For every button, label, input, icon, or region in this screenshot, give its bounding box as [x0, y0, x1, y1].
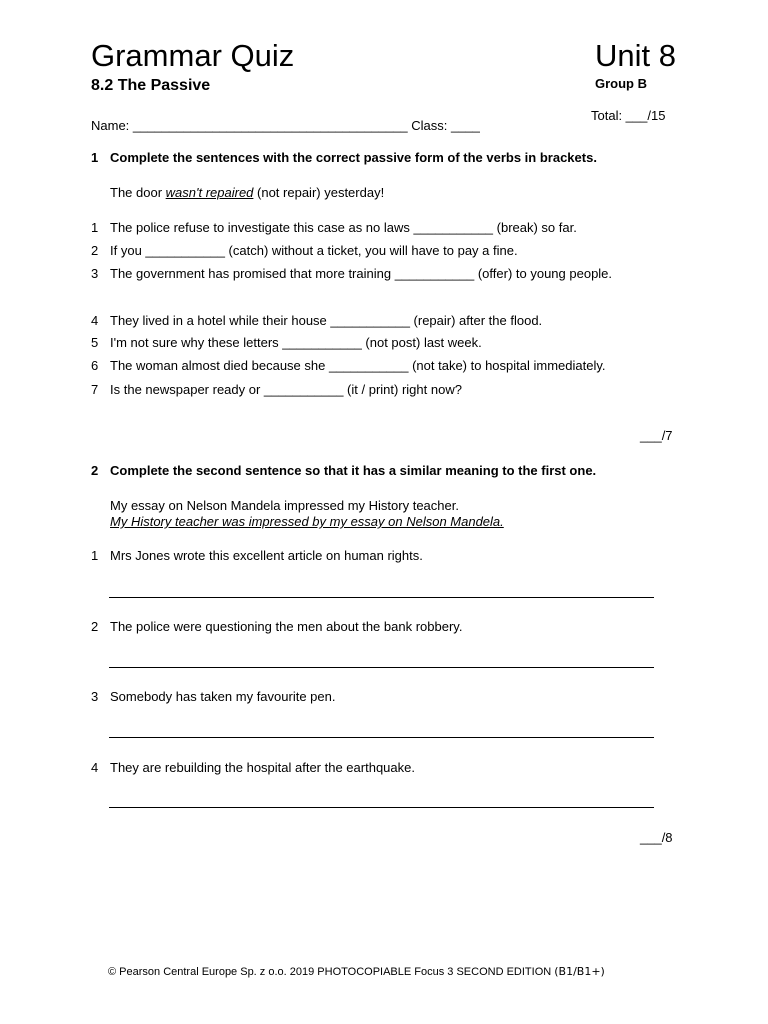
section2-instruction: Complete the second sentence so that it has a similar meaning to the first one.	[110, 463, 597, 478]
s1-item-number: 1	[91, 220, 99, 235]
s2-item-number: 3	[91, 689, 99, 704]
s2-item-number: 1	[91, 548, 99, 563]
footer-text: © Pearson Central Europe Sp. z o.o. 2019 PHOTOCOPIABLE Focus 3 SECOND EDITION	[108, 966, 555, 978]
name-class-row	[91, 118, 480, 133]
s1-item-number: 4	[91, 313, 99, 328]
copyright-footer	[108, 965, 605, 978]
total-score: Total: ___/15	[591, 108, 666, 123]
s1-item-number: 6	[91, 358, 99, 373]
unit-label: Unit 8	[595, 38, 676, 73]
s1-item-text[interactable]: They lived in a hotel while their house ___________ (repair) after the flood.	[110, 313, 543, 328]
section1-instruction: Complete the sentences with the correct passive form of the verbs in brackets.	[110, 150, 597, 165]
example-after: (not repair) yesterday!	[253, 185, 385, 200]
s1-item-number: 3	[91, 266, 99, 281]
name-field[interactable]: Name: ______________________________________	[91, 118, 408, 133]
section1-example	[110, 185, 384, 201]
section2-score: ___/8	[640, 830, 673, 845]
s1-item-text[interactable]: If you ___________ (catch) without a ticket, you will have to pay a fine.	[110, 243, 518, 258]
answer-line[interactable]	[109, 597, 654, 598]
s1-item-text[interactable]: The woman almost died because she ___________ (not take) to hospital immediately.	[110, 358, 606, 373]
s1-item-number: 2	[91, 243, 99, 258]
s2-item-text: They are rebuilding the hospital after the earthquake.	[110, 760, 415, 775]
s1-item-text[interactable]: I'm not sure why these letters ___________ (not post) last week.	[110, 335, 482, 350]
page-title: Grammar Quiz	[91, 38, 295, 73]
group-label: Group B	[595, 76, 647, 91]
s2-item-number: 2	[91, 619, 99, 634]
s1-item-text[interactable]: The government has promised that more training ___________ (offer) to young people.	[110, 266, 613, 281]
example-answer: wasn't repaired	[165, 185, 254, 200]
s2-item-text: Somebody has taken my favourite pen.	[110, 689, 336, 704]
example-before: The door	[110, 185, 166, 200]
class-field[interactable]: Class: ____	[411, 118, 480, 133]
s2-item-text: The police were questioning the men about the bank robbery.	[110, 619, 463, 634]
s1-item-number: 7	[91, 382, 99, 397]
answer-line[interactable]	[109, 807, 654, 808]
answer-line[interactable]	[109, 737, 654, 738]
s2-item-number: 4	[91, 760, 99, 775]
s1-item-text[interactable]: The police refuse to investigate this case as no laws ___________ (break) so far.	[110, 220, 577, 235]
s1-item-number: 5	[91, 335, 99, 350]
s1-item-text[interactable]: Is the newspaper ready or ___________ (it / print) right now?	[110, 382, 462, 397]
s2-item-text: Mrs Jones wrote this excellent article on human rights.	[110, 548, 423, 563]
section1-number: 1	[91, 150, 99, 165]
page-subtitle: 8.2 The Passive	[91, 77, 211, 94]
section2-example-answer: My History teacher was impressed by my essay on Nelson Mandela.	[110, 514, 504, 529]
section2-example-sentence: My essay on Nelson Mandela impressed my History teacher.	[110, 498, 459, 513]
answer-line[interactable]	[109, 667, 654, 668]
section2-number: 2	[91, 463, 99, 478]
section1-score: ___/7	[640, 428, 673, 443]
footer-level: (B1/B1+)	[554, 965, 605, 978]
